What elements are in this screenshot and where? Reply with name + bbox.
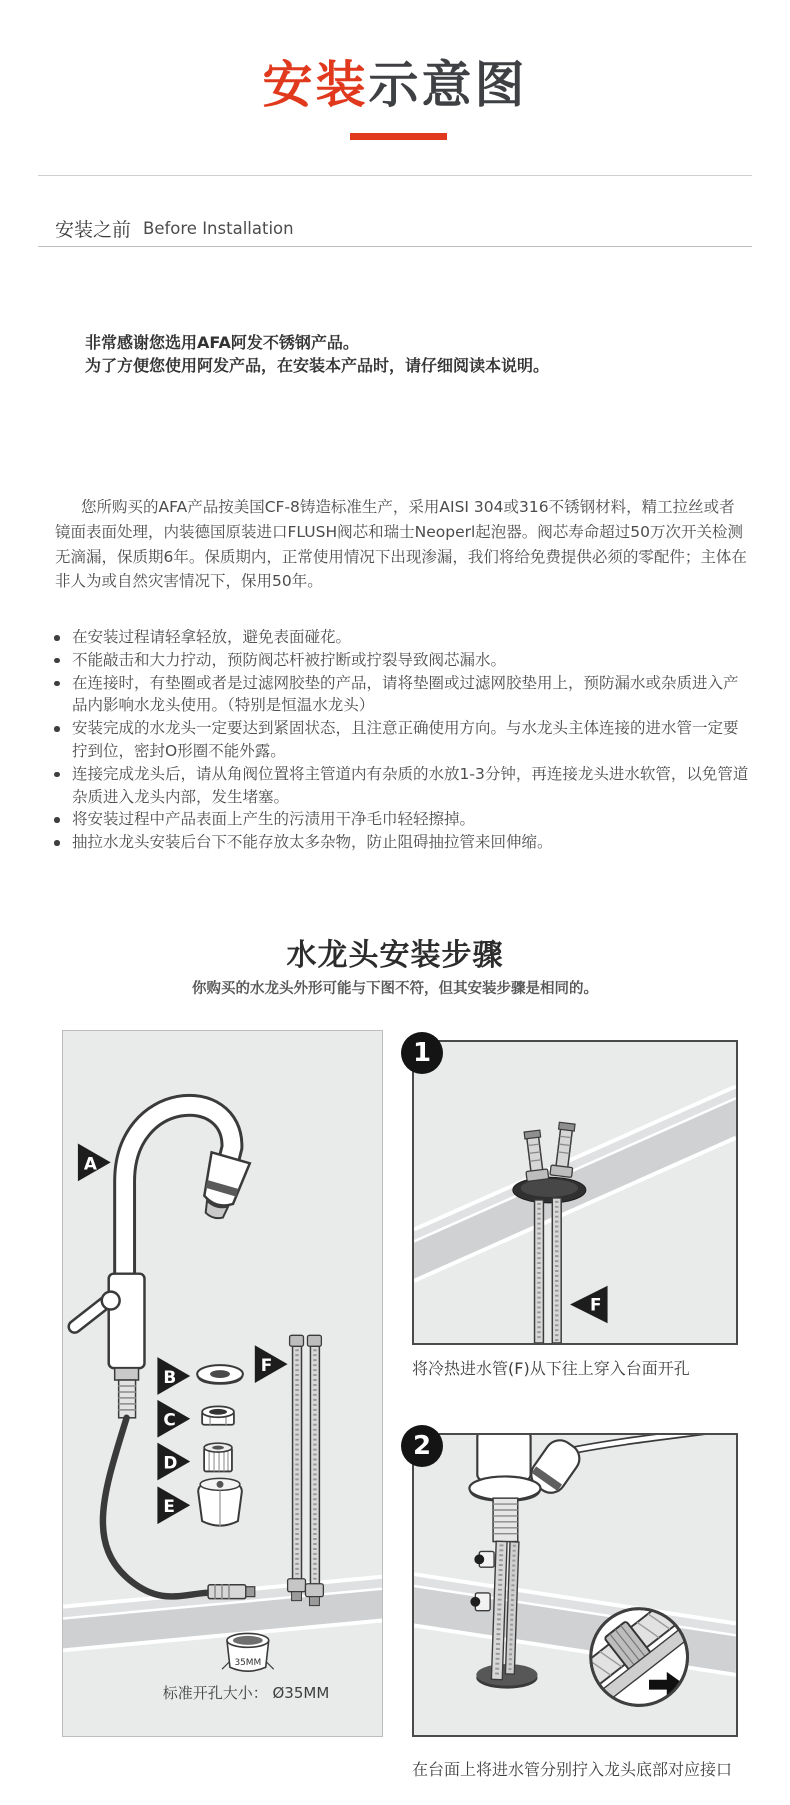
part-label-f	[255, 1345, 288, 1383]
part-label-b	[157, 1357, 190, 1395]
svg-text:F: F	[260, 1355, 273, 1376]
installation-notes-list	[49, 626, 749, 854]
note-item: 安装完成的水龙头一定要达到紧固状态，且注意正确使用方向。与水龙头主体连接的进水管一定要拧到位，密封O形圈不能外露。	[49, 717, 749, 763]
page-title	[0, 58, 790, 113]
steps-section-title: 水龙头安装步骤	[286, 938, 504, 973]
note-item: 将安装过程中产品表面上产生的污渍用干净毛巾轻轻擦掉。	[49, 808, 749, 831]
before-installation-title-cn: 安装之前	[55, 219, 132, 241]
supply-hoses	[491, 1541, 519, 1680]
header-top-rule	[38, 175, 752, 176]
note-item: 抽拉水龙头安装后台下不能存放太多杂物，防止阻碍抽拉管来回伸缩。	[49, 831, 749, 854]
svg-text:F: F	[589, 1294, 602, 1315]
part-label-e	[157, 1486, 190, 1524]
part-label-d	[157, 1443, 190, 1481]
intro-line-2: 为了方便您使用阿发产品，在安装本产品时，请仔细阅读本说明。	[85, 356, 550, 375]
step1-caption: 将冷热进水管(F)从下往上穿入台面开孔	[412, 1359, 690, 1378]
title-rest-text: 示意图	[368, 56, 528, 114]
faucet-body	[477, 1435, 530, 1480]
title-accent-text: 安装	[262, 56, 369, 114]
step1-number: 1	[412, 1038, 432, 1068]
part-hex-nut	[202, 1406, 234, 1424]
step2-number-badge	[401, 1425, 443, 1467]
step1-panel	[412, 1040, 738, 1345]
parts-diagram-panel	[62, 1030, 383, 1737]
hole-size-ring	[222, 1633, 274, 1671]
hole-ring-label: 35MM	[234, 1658, 262, 1669]
part-hose-weight	[198, 1478, 242, 1526]
part-label-a	[78, 1144, 111, 1182]
escutcheon	[469, 1476, 540, 1500]
parts-diagram-illustration	[63, 1031, 382, 1736]
counter-hole	[513, 1177, 586, 1203]
product-description-paragraph: 您所购买的AFA产品按美国CF-8铸造标准生产，采用AISI 304或316不锈钢材料，精工拉丝或者镜面表面处理，内装德国原装进口FLUSH阀芯和瑞士Neoperl起泡器。阀芯寿命超过50万次开关检测无滴漏，保质期6年。保质期内，正常使用情况下出现渗漏，我们将给免费提供必须的零配件；主体在非人为或自然灾害情况下，保用50年。	[55, 498, 747, 591]
note-item: 不能敲击和大力拧动，预防阀芯杆被拧断或拧裂导致阀芯漏水。	[49, 649, 749, 672]
faucet-base-assembly	[469, 1435, 720, 1542]
step1-number-badge	[401, 1032, 443, 1074]
part-mounting-nut	[204, 1443, 232, 1471]
step2-panel	[412, 1433, 738, 1737]
note-item: 在安装过程请轻拿轻放，避免表面碰花。	[49, 626, 749, 649]
note-item: 在连接时，有垫圈或者是过滤网胶垫的产品，请将垫圈或过滤网胶垫用上，预防漏水或杂质进入产品内影响水龙头使用。（特别是恒温水龙头）	[49, 672, 749, 718]
step2-caption: 在台面上将进水管分别拧入龙头底部对应接口	[412, 1760, 733, 1779]
hose-fittings	[470, 1551, 494, 1610]
spray-head	[194, 1152, 249, 1223]
svg-text:D: D	[163, 1452, 178, 1473]
hole-size-caption: 标准开孔大小： Ø35MM	[162, 1684, 330, 1702]
pullout-hose	[103, 1418, 208, 1597]
svg-text:C: C	[163, 1409, 176, 1430]
intro-line-1: 非常感谢您选用AFA阿发不锈钢产品。	[85, 333, 359, 352]
svg-text:E: E	[163, 1496, 175, 1517]
intro-thanks-block	[85, 331, 745, 377]
before-installation-title-en: Before Installation	[143, 219, 294, 238]
step2-number: 2	[412, 1431, 432, 1461]
supply-hoses	[288, 1335, 324, 1605]
part-label-f	[570, 1286, 608, 1324]
part-label-c	[157, 1400, 190, 1438]
steps-section-subtitle: 你购买的水龙头外形可能与下图不符，但其安装步骤是相同的。	[192, 981, 598, 997]
part-escutcheon-ring	[197, 1365, 243, 1384]
note-item: 连接完成龙头后，请从角阀位置将主管道内有杂质的水放1-3分钟，再连接龙头进水软管，以免管道杂质进入龙头内部，发生堵塞。	[49, 763, 749, 809]
step1-illustration	[414, 1042, 736, 1343]
title-underline	[350, 133, 447, 140]
svg-text:A: A	[83, 1153, 97, 1174]
svg-text:B: B	[163, 1367, 177, 1388]
header-bottom-rule	[38, 246, 752, 247]
faucet-body	[109, 1274, 145, 1368]
step2-illustration	[414, 1435, 736, 1735]
